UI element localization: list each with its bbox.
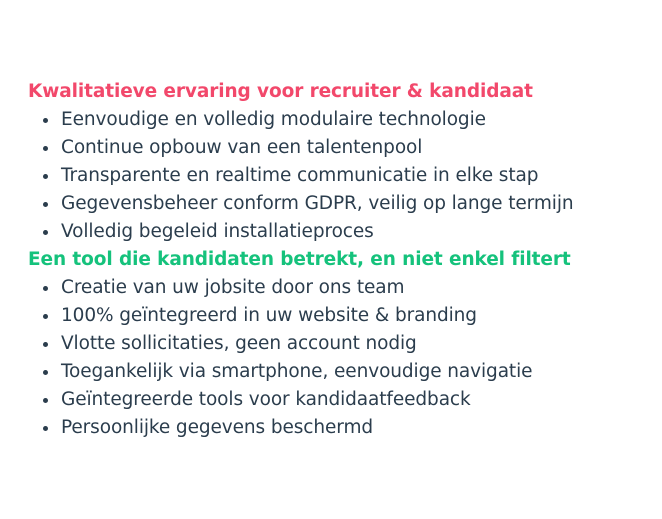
bullet-icon (43, 342, 48, 347)
bullet-icon (43, 202, 48, 207)
bullet-icon (43, 230, 48, 235)
list-item (28, 190, 658, 218)
bullet-icon (43, 146, 48, 151)
list-item (28, 414, 658, 442)
list-item-text: 100% geïntegreerd in uw website & branding (61, 305, 477, 326)
bullet-icon (43, 286, 48, 291)
list-item (28, 386, 658, 414)
list-item-text: Gegevensbeheer conform GDPR, veilig op lange termijn (61, 193, 574, 214)
list-item (28, 274, 658, 302)
section-heading-candidate-tool: Een tool die kandidaten betrekt, en niet enkel filtert (28, 249, 571, 270)
list-item-text: Toegankelijk via smartphone, eenvoudige navigatie (61, 361, 533, 382)
list-item (28, 134, 658, 162)
list-item-text: Persoonlijke gegevens beschermd (61, 417, 374, 438)
list-item-text: Continue opbouw van een talentenpool (61, 137, 423, 158)
feature-content (28, 78, 658, 442)
list-item-text: Vlotte sollicitaties, geen account nodig (61, 333, 417, 354)
bullet-icon (43, 398, 48, 403)
list-item (28, 218, 658, 246)
list-item (28, 330, 658, 358)
list-item (28, 358, 658, 386)
list-item-text: Transparente en realtime communicatie in elke stap (61, 165, 539, 186)
list-item-text: Eenvoudige en volledig modulaire technologie (61, 109, 486, 130)
bullet-icon (43, 426, 48, 431)
list-item (28, 162, 658, 190)
bullet-icon (43, 118, 48, 123)
list-item-text: Volledig begeleid installatieproces (61, 221, 374, 242)
list-item-text: Creatie van uw jobsite door ons team (61, 277, 405, 298)
list-item-text: Geïntegreerde tools voor kandidaatfeedback (61, 389, 471, 410)
bullet-icon (43, 314, 48, 319)
feature-list-candidate-tool (28, 274, 658, 442)
bullet-icon (43, 174, 48, 179)
list-item (28, 106, 658, 134)
list-item (28, 302, 658, 330)
feature-list-quality-experience (28, 106, 658, 246)
section-heading-quality-experience: Kwalitatieve ervaring voor recruiter & kandidaat (28, 81, 533, 102)
bullet-icon (43, 370, 48, 375)
